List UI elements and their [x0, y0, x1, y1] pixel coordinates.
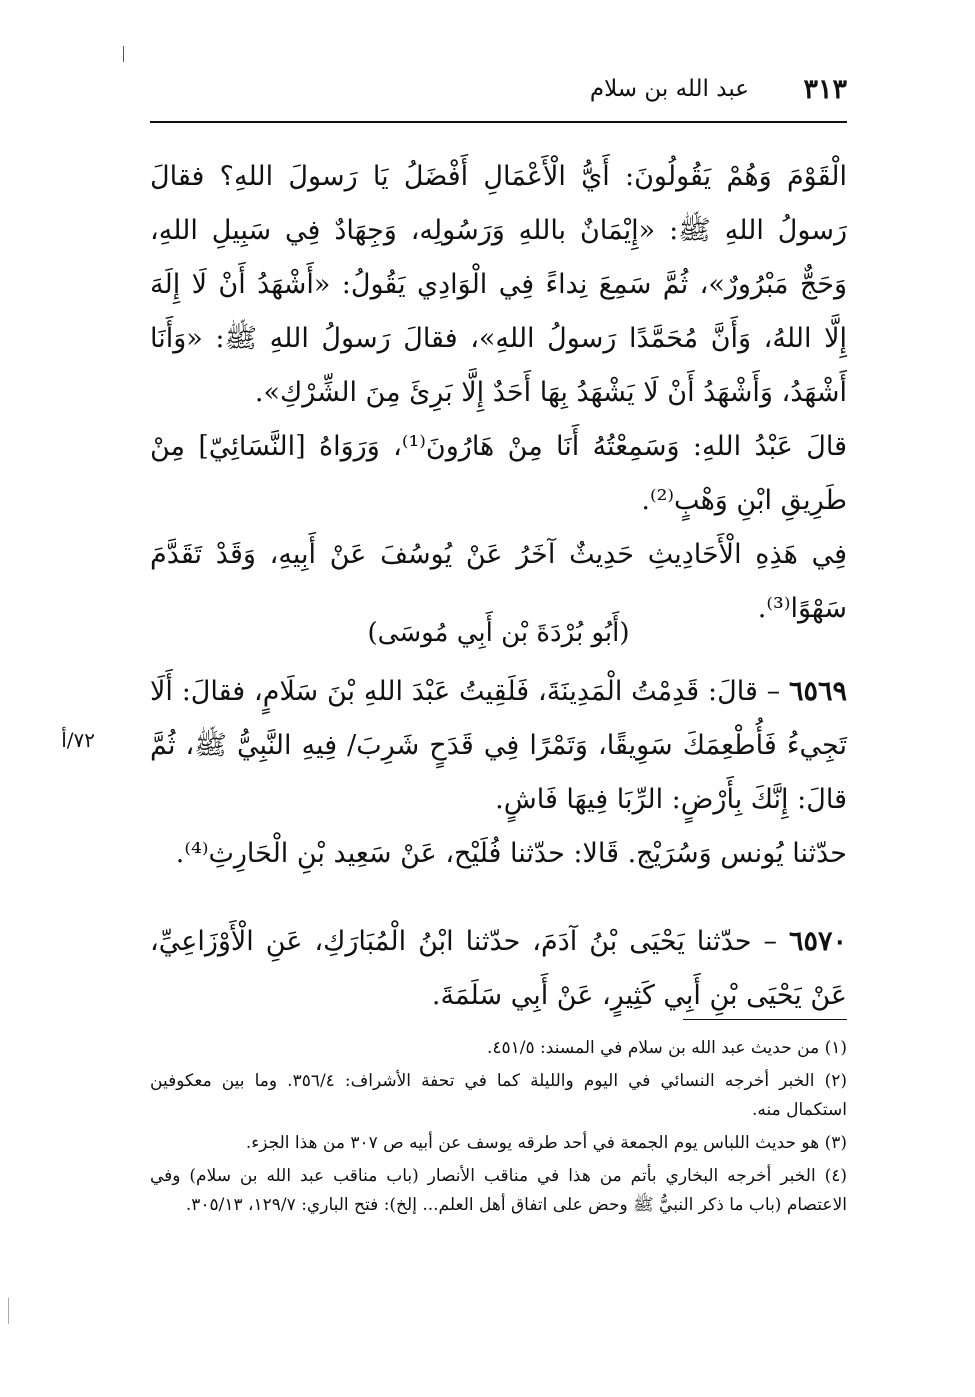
footnote-4: (٤) الخبر أخرجه البخاري بأتم من هذا في مناقب الأنصار (باب مناقب عبد الله بن سلام) وفي الاعتصام (باب ما ذكر النبيُّ ﷺ وحض على اتفاق أهل العلم... إلخ): فتح الباري: ١٢٩/٧، ٣٠٥/١٣. [150, 1166, 847, 1215]
page-header [150, 74, 847, 110]
hadith-6569 [150, 665, 847, 881]
paragraph-yusuf-note: فِي هَذِهِ الْأَحَادِيثِ حَدِيثٌ آخَرُ عَنْ يُوسُفَ عَنْ أَبِيهِ، وَقَدْ تَقَدَّمَ سَهْوًا⁽³⁾. [150, 539, 847, 624]
hadith-body: – قالَ: قَدِمْتُ الْمَدِينَةَ، فَلَقِيتُ عَبْدَ اللهِ بْنَ سَلَامٍ، فقالَ: أَلَا تَجِيءُ فَأُطْعِمَكَ سَوِيقًا، وَتَمْرًا فِي قَدَحٍ شَرِبَ/ فِيهِ النَّبِيُّ ﷺ، ثُمَّ قالَ: إِنَّكَ بِأَرْضٍ: الرِّبَا فِيهَا فَاشٍ. [150, 676, 847, 815]
footnote-1: (١) من حديث عبد الله بن سلام في المسند: ٤٥١/٥. [486, 1038, 847, 1058]
footnote-2: (٢) الخبر أخرجه النسائي في اليوم والليلة كما في تحفة الأشراف: ٣٥٦/٤. وما بين معكوفين استكمال منه. [150, 1071, 847, 1120]
main-text-block [150, 150, 847, 636]
scan-mark [123, 46, 124, 62]
footnotes-rule [683, 1019, 847, 1020]
hadith-body: – حدّثنا يَحْيَى بْنُ آدَمَ، حدّثنا ابْنُ الْمُبَارَكِ، عَنِ الْأَوْزَاعِيِّ، عَنْ يَحْيَى بْنِ أَبِي كَثِيرٍ، عَنْ أَبِي سَلَمَةَ. [150, 926, 847, 1011]
scan-mark [8, 1298, 9, 1324]
footnote-3: (٣) هو حديث اللباس يوم الجمعة في أحد طرقه يوسف عن أبيه ص ٣٠٧ من هذا الجزء. [245, 1133, 847, 1153]
footnotes [150, 1034, 847, 1224]
hadith-number: ٦٥٦٩ [788, 676, 847, 707]
header-rule [150, 121, 847, 123]
hadith-6570-text [150, 915, 847, 1023]
page-number: ٣١٣ [803, 74, 847, 105]
hadith-6569-text [150, 665, 847, 827]
hadith-number: ٦٥٧٠ [788, 926, 847, 957]
section-heading: (أَبُو بُرْدَةَ بْن أَبِي مُوسَى) [367, 618, 630, 648]
hadith-6570 [150, 915, 847, 1023]
paragraph-hadith-continuation: الْقَوْمَ وَهُمْ يَقُولُونَ: أَيُّ الْأَعْمَالِ أَفْضَلُ يَا رَسولَ اللهِ؟ فقالَ رَسولُ اللهِ ﷺ: «إِيْمَانٌ باللهِ وَرَسُولِه، وَجِهَادٌ فِي سَبِيلِ اللهِ، وَحَجٌّ مَبْرُورٌ»، ثُمَّ سَمِعَ نِداءً فِي الْوَادِي يَقُولُ: «أَشْهَدُ أَنْ لَا إِلَهَ إِلَّا اللهُ، وَأَنَّ مُحَمَّدًا رَسولُ اللهِ»، فقالَ رَسولُ اللهِ ﷺ: «وَأَنَا أَشْهَدُ، وَأَشْهَدُ أَنْ لَا يَشْهَدُ بِهَا أَحَدٌ إِلَّا بَرِئَ مِنَ الشِّرْكِ». [150, 161, 847, 408]
hadith-6569-chain: حدّثنا يُونس وَسُرَيْج. قَالا: حدّثنا فُلَيْح، عَنْ سَعِيد بْنِ الْحَارِثِ⁽⁴⁾. [175, 838, 847, 869]
paragraph-abdullah-note: قالَ عَبْدُ اللهِ: وَسَمِعْتُهُ أَنَا مِنْ هَارُونَ⁽¹⁾، وَرَوَاهُ [النَّسَائِيّ] مِنْ طَرِيقِ ابْنِ وَهْبٍ⁽²⁾. [150, 431, 848, 516]
margin-folio-note: ٧٢/أ [61, 728, 95, 752]
running-title: عبد الله بن سلام [589, 76, 749, 102]
